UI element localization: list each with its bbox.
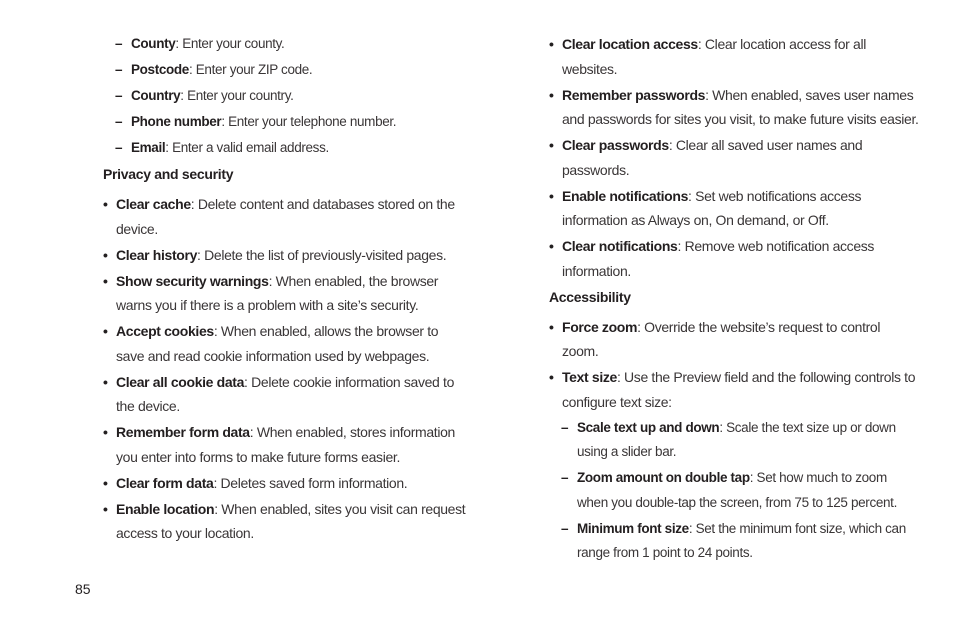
item-description: : Enter your ZIP code.	[188, 62, 313, 77]
list-item	[103, 32, 468, 57]
left-column	[103, 32, 468, 547]
right-column	[549, 32, 919, 567]
item-description: : Delete cookie information saved to the device.	[116, 373, 455, 414]
item-label: Clear passwords	[562, 137, 669, 153]
item-label: Phone number	[131, 114, 222, 129]
item-description: : Enter your telephone number.	[221, 114, 397, 129]
item-label: County	[131, 36, 176, 51]
item-description: : Set the minimum font size, which can range from 1 point to 24 points.	[577, 520, 906, 560]
item-label: Enable location	[116, 500, 215, 517]
item-description: : Scale the text size up or down using a slider bar.	[577, 419, 896, 459]
list-item	[103, 269, 468, 318]
list-item	[103, 58, 468, 83]
item-label: Country	[131, 88, 181, 103]
item-description: : Enter your county.	[175, 36, 285, 51]
list-item	[549, 83, 919, 132]
item-label: Email	[131, 140, 166, 155]
page-number: 85	[75, 581, 91, 597]
item-description: : When enabled, the browser warns you if there is a problem with a site’s security.	[116, 272, 439, 313]
list-item	[103, 471, 468, 496]
item-label: Postcode	[131, 62, 189, 77]
item-label: Enable notifications	[562, 187, 689, 204]
item-description: : When enabled, allows the browser to save and read cookie information used by webpages.	[116, 323, 439, 364]
list-item	[103, 319, 468, 368]
item-label: Clear cache	[116, 196, 191, 212]
list-item	[549, 32, 919, 81]
list-item	[549, 133, 919, 182]
list-item	[103, 420, 468, 469]
item-label: Accept cookies	[116, 323, 214, 339]
list-item	[549, 365, 919, 414]
item-description: : Use the Preview field and the following controls to configure text size:	[562, 369, 916, 410]
list-item	[549, 416, 919, 465]
list-item	[549, 517, 919, 566]
item-description: : Enter a valid email address.	[165, 140, 329, 155]
item-description: : Enter your country.	[180, 88, 294, 103]
item-description: : When enabled, sites you visit can request access to your location.	[116, 500, 466, 541]
item-description: : Override the website’s request to control zoom.	[562, 318, 881, 359]
item-label: Clear location access	[562, 36, 698, 52]
list-item	[103, 192, 468, 241]
item-label: Clear form data	[116, 474, 214, 491]
section-heading-privacy: Privacy and security	[103, 166, 234, 182]
item-label: Clear notifications	[562, 238, 678, 254]
item-label: Scale text up and down	[577, 419, 720, 435]
item-description: : Deletes saved form information.	[213, 474, 408, 491]
item-description: : When enabled, stores information you enter into forms to make future forms easier.	[116, 424, 455, 465]
item-description: : Delete content and databases stored on the device.	[116, 196, 455, 237]
item-label: Clear history	[116, 246, 198, 263]
item-label: Remember form data	[116, 424, 250, 440]
item-label: Clear all cookie data	[116, 373, 245, 390]
list-item	[549, 315, 919, 364]
item-description: : Clear all saved user names and passwords.	[562, 137, 863, 178]
item-label: Force zoom	[562, 318, 638, 335]
list-item	[549, 466, 919, 515]
list-item	[549, 234, 919, 283]
item-description: : Set web notifications access information as Always on, On demand, or Off.	[562, 187, 862, 228]
item-description: : Remove web notification access information.	[562, 238, 875, 279]
list-item	[103, 243, 468, 268]
list-item	[103, 497, 468, 546]
item-description: : Delete the list of previously-visited pages.	[197, 246, 447, 263]
list-item	[549, 184, 919, 233]
item-label: Minimum font size	[577, 520, 689, 536]
item-description: : Set how much to zoom when you double-tap the screen, from 75 to 125 percent.	[577, 470, 897, 510]
list-item	[103, 84, 468, 109]
item-label: Text size	[562, 369, 617, 385]
item-label: Zoom amount on double tap	[577, 470, 750, 485]
item-label: Show security warnings	[116, 272, 269, 289]
section-heading-accessibility: Accessibility	[549, 288, 631, 305]
list-item	[103, 110, 468, 135]
item-label: Remember passwords	[562, 86, 706, 103]
list-item	[103, 136, 468, 161]
item-description: : Clear location access for all websites.	[562, 36, 866, 77]
list-item	[103, 370, 468, 419]
item-description: : When enabled, saves user names and passwords for sites you visit, to make future visits easier.	[562, 86, 919, 127]
